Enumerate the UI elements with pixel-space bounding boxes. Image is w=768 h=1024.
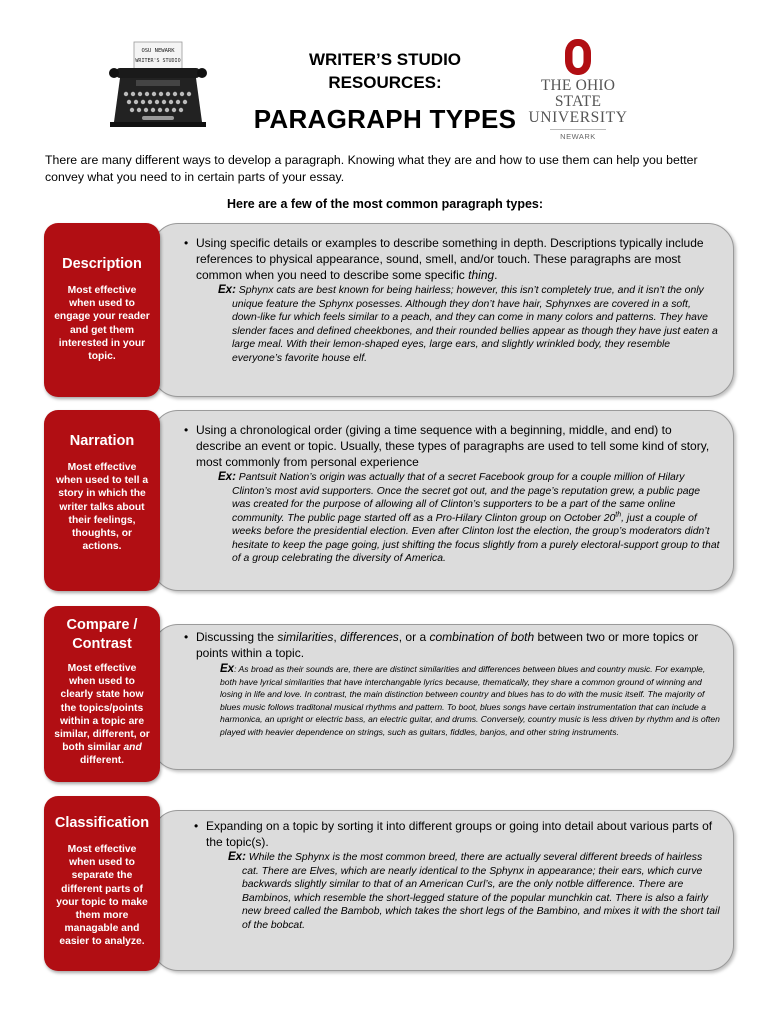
section-subheading: Here are a few of the most common paragraph types: — [226, 197, 544, 211]
logo-divider — [550, 129, 606, 130]
classification-label-box — [44, 796, 160, 971]
compare-contrast-example: Ex: As broad as their sounds are, there are distinct similarities and differences between blues and country music. For example, both have lyrical similarities that have interchangable lyrics because, thematically, they share a common ground of winning and losing in life and love. In contrast, the main distinction between country and blues has to do with the music itself. The majority of blues music follows traditonal musical rhythms and pattern. To boot, blues songs have certain instrumentation that can include a harmonica, an upright or electric bass, an electric guitar, and drums. Conversely, country music is less driven by rhythm and is often played with heavier dependence on strings, such as guitars, fiddles, banjos, and other string instruments. — [220, 663, 720, 737]
title-block — [245, 48, 525, 136]
logo-name-line1: THE OHIO STATE — [540, 77, 616, 110]
narration-label-box — [44, 410, 160, 591]
bullet-icon: • — [184, 630, 189, 644]
classification-title: Classification — [54, 815, 150, 831]
compare-contrast-definition: • Discussing the similarities, differences, or a combination of both between two or more topics or points within a topic. — [184, 630, 699, 660]
bullet-icon: • — [184, 236, 189, 250]
typewriter-paper-line1: OSU NEWARK — [141, 48, 175, 54]
bullet-icon: • — [184, 423, 189, 437]
classification-definition: • Expanding on a topic by sorting it into different groups or going into detail about various parts of the topic(s). — [194, 819, 713, 849]
description-purpose: Most effective when used to engage your reader and get them interested in your topic. — [54, 285, 150, 363]
title-line-1: WRITER’S STUDIO — [308, 50, 462, 69]
intro-paragraph: There are many different ways to develop a paragraph. Knowing what they are and how to use them can help you better convey what you need to in certain parts of your essay. — [45, 153, 698, 184]
narration-definition: • Using a chronological order (giving a time sequence with a beginning, middle, and end) to describe an event or topic. Usually, these types of paragraphs are used to tell some kind of story, most commonly from personal experience — [184, 423, 710, 469]
classification-example: Ex: While the Sphynx is the most common breed, there are actually several different breeds of hairless cat. There are Elves, which are nearly identical to the Sphynx in appearance; their ears, which curve backwards slightly similar to that of an American Curl’s, are the only notble difference. There are Bambinos, which resemble the short-legged stature of the popular munchkin cat. There is also a fairly new breed called the Bambob, which takes the short legs of the Bambino, and mixes it with the short tail of the bobcat. — [228, 851, 720, 931]
compare-contrast-title: Compare / Contrast — [66, 617, 138, 652]
bullet-icon: • — [194, 819, 199, 833]
section-classification — [44, 796, 734, 971]
logo-campus: NEWARK — [560, 132, 596, 141]
section-description — [44, 223, 734, 397]
compare-contrast-purpose: Most effective when used to clearly state how the topics/points within a topic are similar, different, or both similar and different. — [54, 663, 150, 767]
section-narration — [44, 410, 734, 591]
narration-example: Ex: Pantsuit Nation’s origin was actually that of a secret Facebook group for a couple million of Hilary Clinton’s most avid supporters. Once the secret got out, and the page’s reputation grew, a public page was created for the purpose of allowing all of Clinton’s supporters to be a part of the same online community. The public page started off as a Pro-Hilary Clinton group on October 20th, just a couple of weeks before the presidential election. Even after Clinton lost the election, the group’s moderators didn’t hesitate to keep the page going, just shifting the focus slightly from a purely electoral-support group to that of a group celebrating the diversity of America. — [218, 471, 720, 564]
page-title: PARAGRAPH TYPES — [253, 104, 517, 134]
description-label-box — [44, 223, 160, 397]
compare-contrast-label-box — [44, 606, 160, 782]
narration-purpose: Most effective when used to tell a story in which the writer talks about their feelings, thoughts, or actions. — [55, 462, 149, 553]
description-content — [184, 235, 720, 365]
classification-purpose: Most effective when used to separate the different parts of your topic to make them more managable and easier to analyze. — [56, 844, 148, 948]
description-example: Ex: Sphynx cats are best known for being hairless; however, this isn’t completely true, and it isn’t the only unique feature the Sphynx posesses. Although they don’t have hair, Sphynxes are covered in a soft, down-like fur which feels similar to a peach, and they can come in many colors and patterns. They have slender faces and defined cheekbones, and their rounded bellies appear as though they have just eaten a large meal. With their lemon-shaped eyes, large ears, and slightly wrinkled body, they resemble everyone’s favorite house elf. — [218, 284, 718, 364]
narration-title: Narration — [69, 433, 135, 449]
classification-content — [194, 818, 720, 932]
logo-name-line2: UNIVERSITY — [528, 109, 628, 126]
description-definition: • Using specific details or examples to describe something in depth. Descriptions typically include references to physical appearance, sound, smell, and/or touch. These paragraphs are most common when you need to describe some specific thing. — [184, 236, 704, 282]
ohio-state-logo — [518, 38, 638, 141]
compare-contrast-content — [184, 629, 720, 739]
typewriter-paper-line2: WRITER'S STUDIO — [135, 58, 181, 64]
typewriter-illustration — [106, 38, 210, 128]
section-compare-contrast — [44, 606, 734, 782]
description-title: Description — [62, 256, 142, 272]
narration-content — [184, 422, 720, 566]
block-o-icon — [564, 38, 592, 76]
title-line-2: RESOURCES: — [328, 73, 442, 92]
